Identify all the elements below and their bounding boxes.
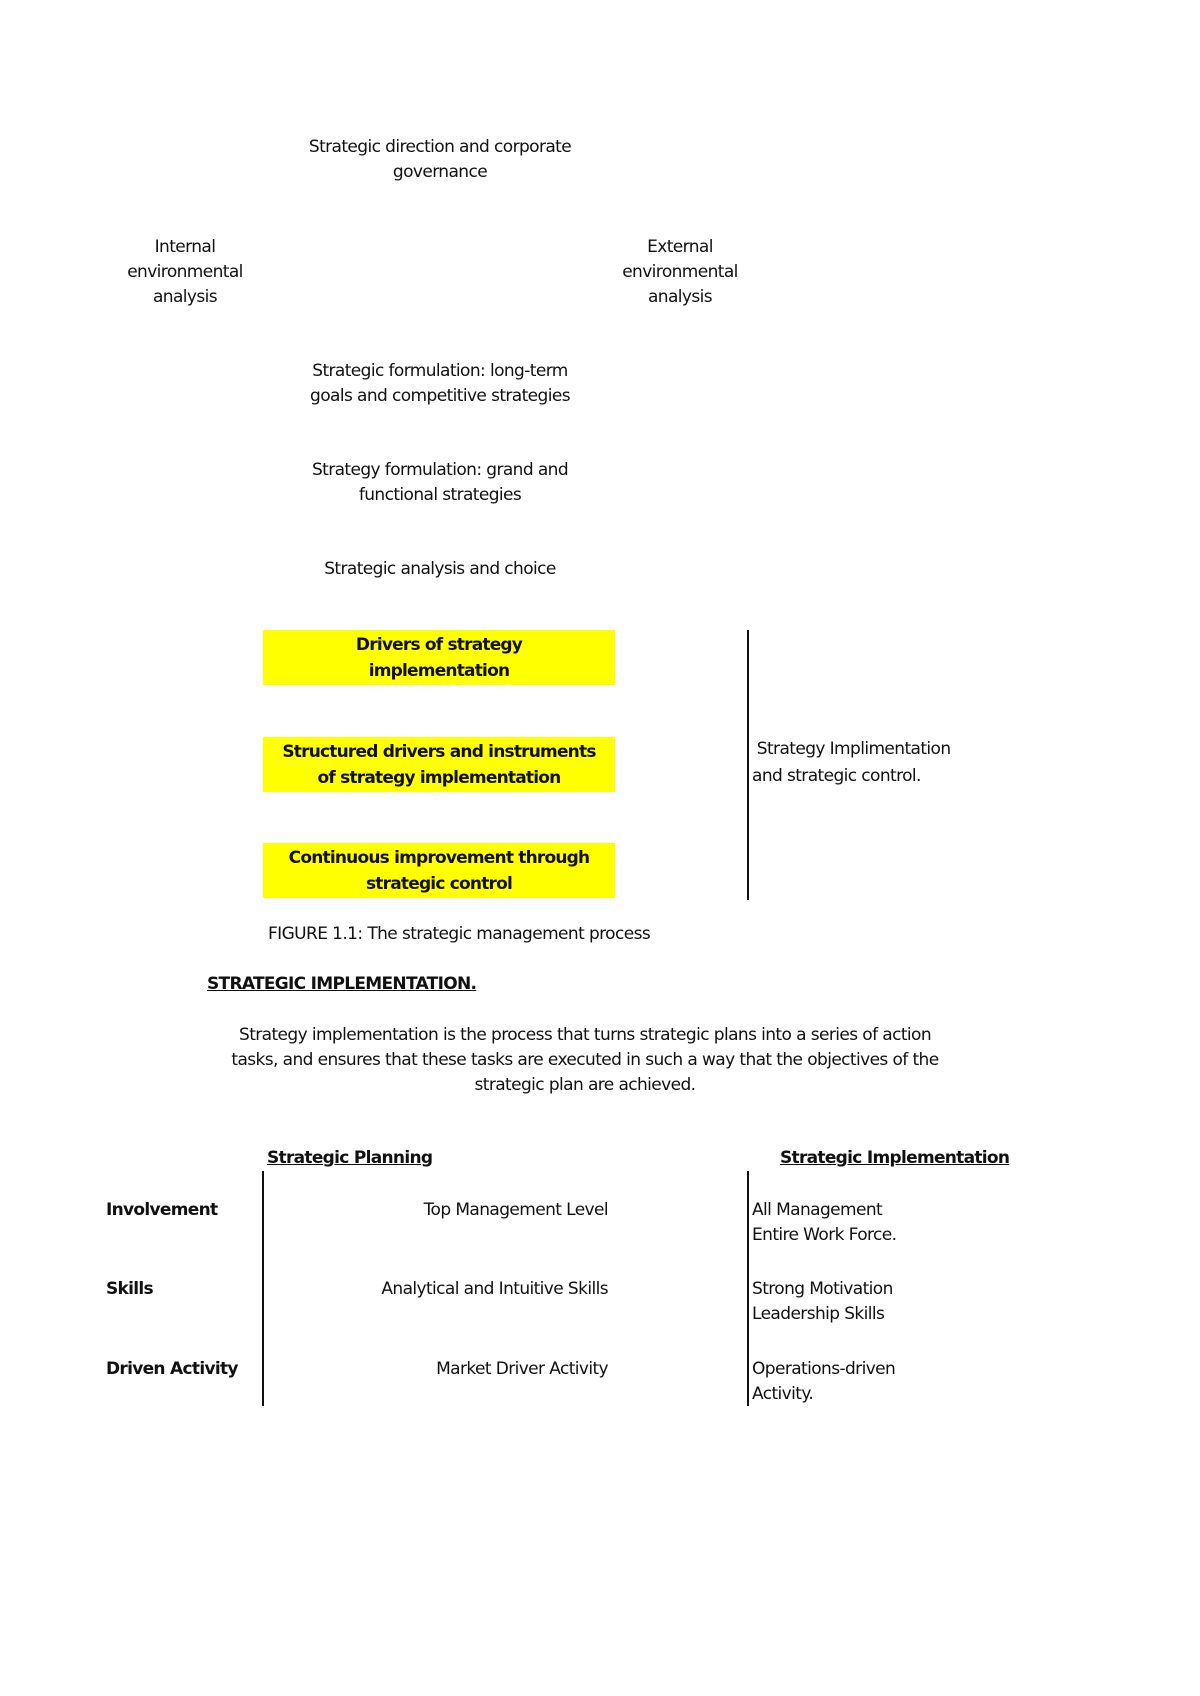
node-strategic-direction: Strategic direction and corporate governance — [308, 137, 572, 182]
highlight-box-drivers — [263, 630, 615, 685]
section-paragraph-line-1: Strategy implementation is the process that turns strategic plans into a series of action — [239, 1025, 931, 1045]
table-divider-right — [747, 1171, 749, 1406]
planning-cell: Market Driver Activity — [436, 1359, 608, 1379]
node-analysis-choice: Strategic analysis and choice — [324, 559, 556, 579]
row-label: Driven Activity — [106, 1359, 238, 1379]
highlight-box-text: Drivers of strategy implementation — [355, 634, 523, 681]
implementation-cell: All Management Entire Work Force. — [752, 1200, 897, 1245]
bracket-label-line-2: and strategic control. — [752, 766, 921, 786]
highlight-box-structured-drivers — [263, 737, 615, 792]
planning-cell: Top Management Level — [423, 1200, 608, 1220]
node-formulation-long-term: Strategic formulation: long-term goals and competitive strategies — [310, 361, 570, 406]
section-heading: STRATEGIC IMPLEMENTATION. — [207, 974, 477, 994]
section-paragraph-line-3: strategic plan are achieved. — [474, 1075, 696, 1095]
section-paragraph-line-2: tasks, and ensures that these tasks are executed in such a way that the objectives of the — [231, 1050, 939, 1070]
node-external-analysis: External environmental analysis — [622, 237, 738, 307]
planning-cell: Analytical and Intuitive Skills — [381, 1279, 608, 1299]
bracket-label-line-1: Strategy Implimentation — [752, 739, 951, 759]
highlight-box-text: Structured drivers and instruments of strategy implementation — [282, 741, 596, 788]
figure-caption: FIGURE 1.1: The strategic management process — [268, 924, 651, 944]
node-internal-analysis: Internal environmental analysis — [127, 237, 243, 307]
implementation-cell: Strong Motivation Leadership Skills — [752, 1279, 893, 1324]
highlight-box-continuous-improvement — [263, 843, 615, 898]
implementation-cell: Operations-driven Activity. — [752, 1359, 896, 1404]
column-header-implementation: Strategic Implementation — [780, 1148, 1010, 1168]
highlight-box-text: Continuous improvement through strategic control — [288, 847, 590, 894]
node-formulation-grand: Strategy formulation: grand and functional strategies — [311, 460, 569, 505]
table-divider-left — [262, 1171, 264, 1406]
row-label: Skills — [106, 1279, 153, 1299]
row-label: Involvement — [106, 1200, 218, 1220]
column-header-planning: Strategic Planning — [267, 1148, 433, 1168]
bracket-line — [747, 630, 749, 900]
